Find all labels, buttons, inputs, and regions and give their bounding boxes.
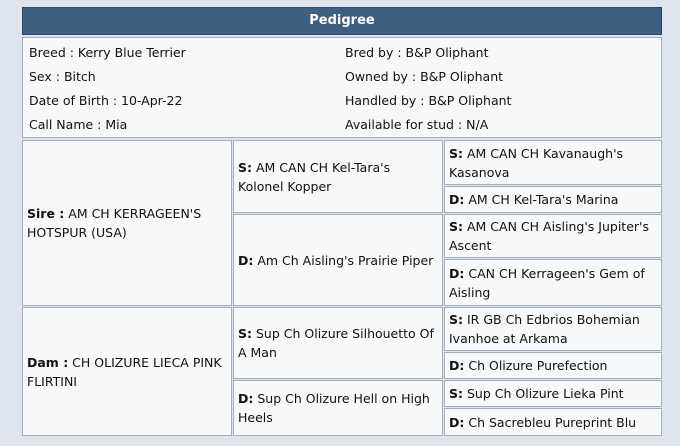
stud-availability-text: Available for stud : N/A bbox=[345, 117, 489, 132]
ss-dam-cell bbox=[444, 186, 662, 213]
breed-text: Breed : Kerry Blue Terrier bbox=[29, 45, 186, 60]
bred-by-text: Bred by : B&P Oliphant bbox=[345, 45, 489, 60]
dd-dam-label: D: bbox=[449, 414, 465, 430]
pedigree-header: Pedigree bbox=[22, 7, 662, 35]
sire-cell bbox=[22, 140, 232, 306]
ss-sire-label: S: bbox=[449, 145, 464, 161]
ds-dam-label: D: bbox=[449, 358, 465, 373]
sire-dam-label: D: bbox=[238, 252, 254, 268]
ss-sire-cell bbox=[444, 140, 662, 185]
call-name-text: Call Name : Mia bbox=[29, 117, 128, 132]
sd-sire-name: AM CAN CH Aisling's Jupiter's Ascent bbox=[449, 219, 649, 253]
dd-sire-cell bbox=[444, 380, 662, 407]
sire-dam-name: Am Ch Aisling's Prairie Piper bbox=[257, 252, 434, 268]
dam-dam-label: D: bbox=[238, 391, 254, 406]
dam-sire-cell bbox=[233, 307, 443, 379]
sire-sire-cell bbox=[233, 140, 443, 213]
sex-text: Sex : Bitch bbox=[29, 69, 96, 84]
pedigree-panel bbox=[22, 7, 662, 138]
dam-dam-cell bbox=[233, 380, 443, 436]
ds-sire-name: IR GB Ch Edbrios Bohemian Ivanhoe at Arkama bbox=[449, 312, 640, 346]
owned-by-text: Owned by : B&P Oliphant bbox=[345, 69, 504, 84]
ds-dam-cell bbox=[444, 352, 662, 379]
handled-by-text: Handled by : B&P Oliphant bbox=[345, 93, 512, 108]
dd-sire-label: S: bbox=[449, 386, 464, 401]
sd-dam-cell bbox=[444, 259, 662, 306]
sire-dam-cell bbox=[233, 214, 443, 306]
sd-sire-cell bbox=[444, 214, 662, 258]
dd-dam-cell bbox=[444, 408, 662, 436]
sire-label: Sire : bbox=[27, 206, 65, 221]
dob-text: Date of Birth : 10-Apr-22 bbox=[29, 93, 183, 108]
dam-dam-name: Sup Ch Olizure Hell on High Heels bbox=[238, 391, 430, 425]
dam-cell bbox=[22, 307, 232, 436]
dam-label: Dam : bbox=[27, 354, 69, 370]
sire-name: AM CH KERRAGEEN'S HOTSPUR (USA) bbox=[27, 206, 202, 240]
sd-dam-name: CAN CH Kerrageen's Gem of Aisling bbox=[449, 265, 645, 300]
dam-name: CH OLIZURE LIECA PINK FLIRTINI bbox=[27, 354, 222, 389]
ss-sire-name: AM CAN CH Kavanaugh's Kasanova bbox=[449, 145, 624, 180]
dam-sire-name: Sup Ch Olizure Silhouetto Of A Man bbox=[238, 326, 434, 360]
sd-sire-label: S: bbox=[449, 219, 464, 234]
sire-sire-label: S: bbox=[238, 159, 253, 175]
pedigree-grid bbox=[22, 140, 662, 436]
dd-dam-name: Ch Sacrebleu Pureprint Blu bbox=[468, 414, 637, 430]
ds-sire-cell bbox=[444, 307, 662, 351]
dd-sire-name: Sup Ch Olizure Lieka Pint bbox=[467, 386, 624, 401]
ss-dam-name: AM CH Kel-Tara's Marina bbox=[468, 192, 619, 207]
dam-sire-label: S: bbox=[238, 326, 253, 341]
ds-dam-name: Ch Olizure Purefection bbox=[468, 358, 608, 373]
sire-sire-name: AM CAN CH Kel-Tara's Kolonel Kopper bbox=[238, 159, 391, 194]
dog-info-panel bbox=[22, 37, 662, 138]
ds-sire-label: S: bbox=[449, 312, 464, 327]
ss-dam-label: D: bbox=[449, 192, 465, 207]
sd-dam-label: D: bbox=[449, 265, 465, 281]
